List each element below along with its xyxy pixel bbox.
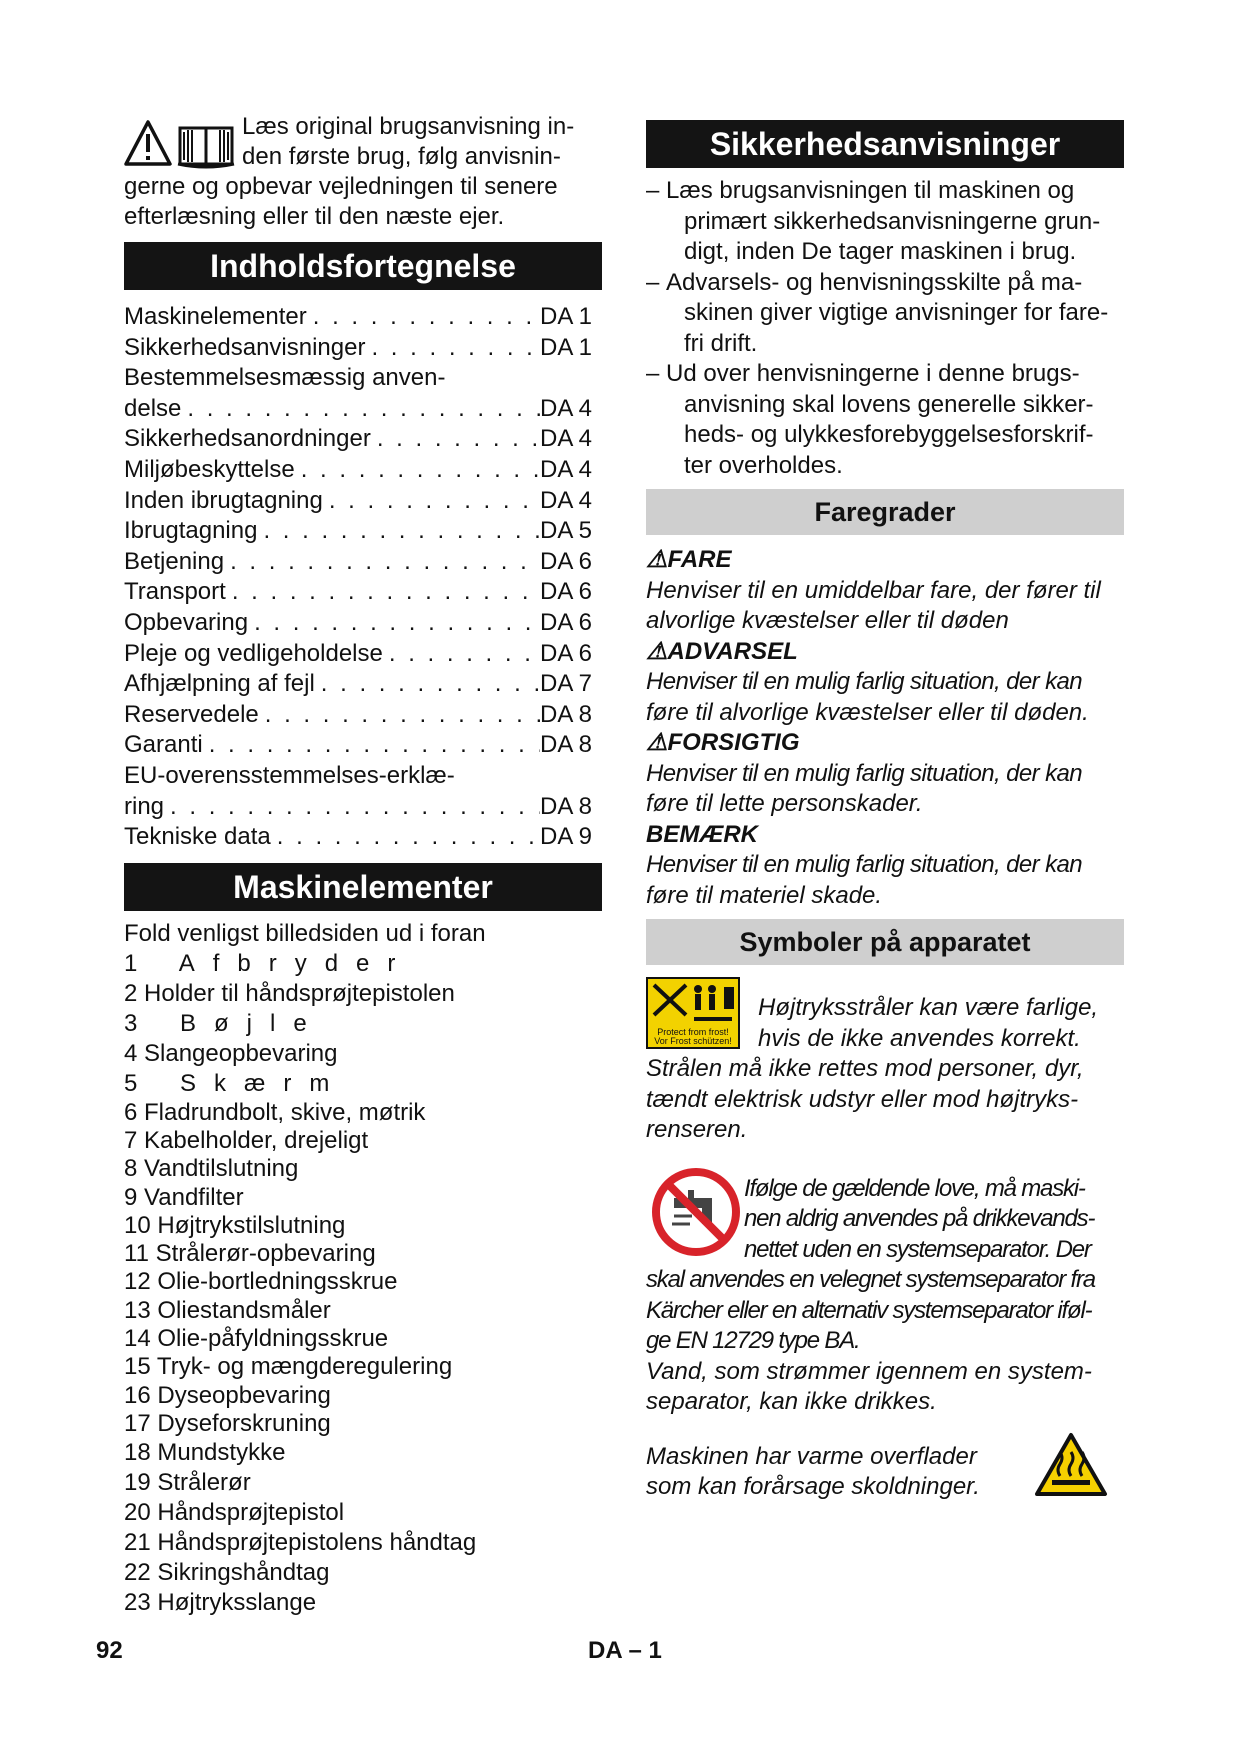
- language-page-code: DA – 1: [588, 1637, 662, 1664]
- toc-label: Tekniske data: [124, 823, 271, 851]
- hazard-warning: [646, 637, 1124, 729]
- device-symbols-heading: Symboler på apparatet: [646, 919, 1124, 965]
- toc-page: DA 6: [540, 608, 593, 636]
- symbol-text: ge EN 12729 type BA.: [646, 1327, 860, 1354]
- hazard-danger: [646, 545, 1124, 637]
- part-item: 17 Dyseforskruning: [124, 1409, 331, 1437]
- toc-page: DA 6: [540, 547, 593, 575]
- part-item: 15 Tryk- og mængderegulering: [124, 1353, 453, 1381]
- frost-label-text: Protect from frost!: [657, 1027, 729, 1037]
- safety-heading: Sikkerhedsanvisninger: [646, 120, 1124, 168]
- high-pressure-warning-label-icon: [646, 977, 740, 1049]
- symbol-text: som kan forårsage skoldninger.: [646, 1473, 980, 1500]
- part-item: 8 Vandtilslutning: [124, 1155, 299, 1183]
- toc-entry[interactable]: [124, 822, 602, 853]
- safety-bullet: [646, 176, 1124, 268]
- toc-label: delse: [124, 394, 182, 422]
- hazard-levels: [646, 545, 1124, 911]
- right-column: [646, 120, 1124, 1503]
- hot-surface-warning-icon: [1034, 1432, 1108, 1498]
- hazard-text: Henviser til en mulig farlig situation, der kan: [646, 759, 1083, 787]
- warning-triangle-icon: ⚠: [646, 729, 668, 756]
- bullet-line: Ud over henvisningerne i denne brugs-: [666, 360, 1080, 387]
- toc-label: Ibrugtagning: [124, 517, 258, 545]
- safety-bullet: [646, 268, 1124, 360]
- toc-entry[interactable]: [124, 547, 602, 578]
- safety-bullets: [646, 176, 1124, 481]
- toc-entry[interactable]: [124, 577, 602, 608]
- toc-page: DA 6: [540, 578, 593, 606]
- bullet-line: skinen giver vigtige anvisninger for fare-: [684, 299, 1109, 326]
- toc-label: Miljøbeskyttelse: [124, 455, 295, 483]
- toc-entry-wrapped[interactable]: Bestemmelsesmæssig anven-: [124, 364, 446, 392]
- frost-label-text: Vor Frost schützen!: [654, 1036, 732, 1046]
- toc-label: Afhjælpning af fejl: [124, 670, 315, 698]
- machine-elements-heading: Maskinelementer: [124, 863, 602, 911]
- toc-label: Pleje og vedligeholdelse: [124, 639, 383, 667]
- toc-page: DA 8: [540, 731, 593, 759]
- part-item: 5 Skærm: [124, 1069, 348, 1097]
- toc-label: Maskinelementer: [124, 303, 307, 330]
- toc-page: DA 4: [540, 425, 593, 453]
- hazard-text: Henviser til en mulig farlig situation, der kan: [646, 851, 1083, 878]
- toc-label: Sikkerhedsanvisninger: [124, 333, 366, 361]
- symbol-text: Kärcher eller en alternativ systemseparator iføl-: [646, 1296, 1092, 1324]
- toc-entry[interactable]: [124, 424, 602, 455]
- toc-page: DA 1: [540, 303, 593, 330]
- toc-heading: Indholdsfortegnelse: [124, 242, 602, 290]
- toc-page: DA 9: [540, 823, 593, 851]
- warning-triangle-icon: ⚠: [646, 637, 668, 665]
- toc-entry[interactable]: [124, 700, 602, 731]
- bullet-dash: –: [646, 268, 660, 296]
- hazard-text: alvorlige kvæstelser eller til døden: [646, 607, 1009, 634]
- hazard-text: føre til materiel skade.: [646, 881, 883, 909]
- toc-entry[interactable]: [124, 730, 602, 761]
- toc-entry[interactable]: [124, 516, 602, 547]
- toc-entry[interactable]: [124, 486, 602, 517]
- toc-label: Garanti: [124, 731, 203, 759]
- intro-block: [124, 112, 602, 232]
- part-item: 1 Afbryder: [124, 949, 414, 977]
- part-item: 21 Håndsprøjtepistolens håndtag: [124, 1529, 477, 1557]
- hazard-note: [646, 820, 1124, 912]
- part-item: 10 Højtrykstilslutning: [124, 1211, 346, 1239]
- part-item: 19 Strålerør: [124, 1469, 251, 1497]
- bullet-line: fri drift.: [684, 329, 758, 357]
- bullet-line: primært sikkerhedsanvisningerne grun-: [684, 207, 1101, 235]
- part-item: 12 Olie-bortledningsskrue: [124, 1268, 398, 1296]
- bullet-line: ter overholdes.: [684, 451, 843, 479]
- hazard-text: føre til lette personskader.: [646, 790, 923, 817]
- symbol-text: skal anvendes en velegnet systemseparator fra: [646, 1266, 1095, 1293]
- hazard-label: FORSIGTIG: [667, 729, 800, 756]
- toc-label: Sikkerhedsanordninger: [124, 425, 371, 453]
- toc-entry[interactable]: [124, 455, 602, 486]
- hazard-label: BEMÆRK: [646, 820, 758, 848]
- intro-line: gerne og opbevar vejledningen til senere: [124, 173, 558, 200]
- toc-label: Transport: [124, 578, 226, 606]
- symbol-text: tændt elektrisk udstyr eller mod højtryks-: [646, 1085, 1079, 1113]
- toc-page: DA 8: [540, 700, 593, 728]
- symbol-text: Maskinen har varme overflader: [646, 1442, 977, 1470]
- intro-line: efterlæsning eller til den næste ejer.: [124, 203, 505, 230]
- toc-entry[interactable]: [124, 302, 602, 333]
- toc-entry[interactable]: [124, 333, 602, 364]
- part-item: 18 Mundstykke: [124, 1439, 286, 1467]
- left-column: [124, 112, 602, 1618]
- safety-bullet: [646, 359, 1124, 481]
- symbol-text: hvis de ikke anvendes korrekt.: [758, 1024, 1081, 1052]
- part-item: 2 Holder til håndsprøjtepistolen: [124, 979, 455, 1007]
- hazard-caution: [646, 728, 1124, 820]
- intro-line: den første brug, følg anvisnin-: [242, 143, 561, 170]
- toc-entry[interactable]: [124, 669, 602, 700]
- symbol-text: Højtryksstråler kan være farlige,: [758, 994, 1099, 1021]
- toc-page: DA 5: [540, 517, 593, 545]
- symbol-row-separator: [646, 1164, 1124, 1266]
- toc-label: Reservedele: [124, 700, 259, 728]
- part-item: 7 Kabelholder, drejeligt: [124, 1126, 369, 1154]
- part-item: 22 Sikringshåndtag: [124, 1559, 330, 1587]
- symbol-text: Vand, som strømmer igennem en system-: [646, 1357, 1092, 1385]
- toc-page: DA 7: [540, 670, 593, 698]
- toc-page: DA 8: [540, 792, 593, 820]
- part-item: 14 Olie-påfyldningsskrue: [124, 1325, 389, 1353]
- toc-entry[interactable]: [124, 792, 602, 823]
- bullet-line: anvisning skal lovens generelle sikker-: [684, 390, 1094, 418]
- toc-entry-wrapped[interactable]: EU-overensstemmelses-erklæ-: [124, 761, 455, 789]
- warning-manual-icon: [124, 118, 238, 170]
- symbol-text: nen aldrig anvendes på drikkevands-: [744, 1205, 1095, 1232]
- symbol-text: Strålen må ikke rettes mod personer, dyr,: [646, 1055, 1084, 1082]
- table-of-contents: [124, 302, 602, 853]
- part-item: 9 Vandfilter: [124, 1183, 244, 1211]
- machine-elements-list: [124, 919, 602, 1619]
- toc-page: DA 4: [540, 394, 593, 422]
- hazard-text: Henviser til en umiddelbar fare, der fører til: [646, 576, 1101, 604]
- bullet-dash: –: [646, 177, 660, 204]
- bullet-line: digt, inden De tager maskinen i brug.: [684, 238, 1077, 265]
- toc-label: Inden ibrugtagning: [124, 486, 323, 514]
- part-item: 11 Strålerør-opbevaring: [124, 1240, 376, 1268]
- symbol-row-hot-surface: [646, 1442, 1124, 1503]
- bullet-line: heds- og ulykkesforebyggelsesforskrif-: [684, 421, 1094, 448]
- bullet-line: Advarsels- og henvisningsskilte på ma-: [666, 268, 1083, 296]
- toc-page: DA 4: [540, 486, 593, 514]
- toc-page: DA 4: [540, 455, 593, 483]
- hazard-text: Henviser til en mulig farlig situation, der kan: [646, 668, 1083, 695]
- bullet-line: Læs brugsanvisningen til maskinen og: [666, 177, 1075, 204]
- hazard-text: føre til alvorlige kvæstelser eller til døden.: [646, 698, 1089, 726]
- fold-note: Fold venligst billedsiden ud i foran: [124, 919, 486, 947]
- symbol-text: Ifølge de gældende love, må maski-: [744, 1174, 1085, 1202]
- device-symbols: [646, 977, 1124, 1503]
- warning-triangle-icon: ⚠: [646, 546, 668, 573]
- bullet-dash: –: [646, 360, 660, 387]
- hazard-label: FARE: [667, 546, 732, 573]
- part-item: 23 Højtryksslange: [124, 1589, 317, 1617]
- symbol-text: renseren.: [646, 1116, 748, 1143]
- part-item: 16 Dyseopbevaring: [124, 1381, 331, 1409]
- part-item: 3 Bøjle: [124, 1009, 325, 1037]
- toc-entry[interactable]: [124, 394, 602, 425]
- symbol-text: separator, kan ikke drikkes.: [646, 1388, 937, 1415]
- toc-label: Betjening: [124, 547, 225, 575]
- part-item: 4 Slangeopbevaring: [124, 1039, 338, 1067]
- toc-page: DA 1: [540, 333, 593, 361]
- no-drinking-water-icon: [648, 1164, 744, 1260]
- toc-page: DA 6: [540, 639, 593, 667]
- part-item: 13 Oliestandsmåler: [124, 1296, 331, 1324]
- symbol-row-jet: [646, 977, 1124, 1054]
- toc-entry[interactable]: [124, 639, 602, 670]
- toc-entry[interactable]: [124, 608, 602, 639]
- part-item: 20 Håndsprøjtepistol: [124, 1499, 345, 1527]
- hazard-label: ADVARSEL: [667, 637, 798, 665]
- toc-label: Opbevaring: [124, 608, 249, 636]
- hazard-levels-heading: Faregrader: [646, 489, 1124, 535]
- symbol-text: nettet uden en systemseparator. Der: [744, 1235, 1091, 1263]
- page-number: 92: [96, 1637, 123, 1664]
- part-item: 6 Fladrundbolt, skive, møtrik: [124, 1098, 426, 1126]
- intro-line: Læs original brugsanvisning in-: [242, 113, 575, 140]
- toc-label: ring: [124, 792, 165, 820]
